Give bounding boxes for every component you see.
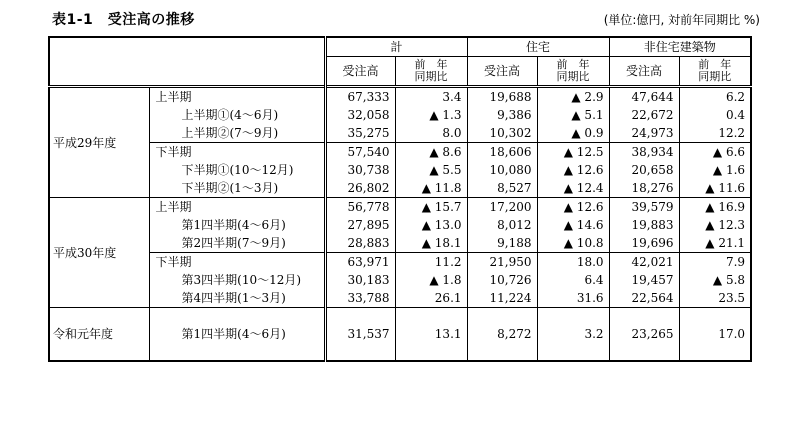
table-title: 表1-1 受注高の推移 [52,12,195,28]
cell-value: 21,950 [467,253,537,272]
cell-value: ▲ 12.3 [679,216,751,234]
header-ratio-line1: 前 年 [414,58,448,71]
unit-note: (単位:億円, 対前年同期比 %) [603,13,760,27]
header-amount: 受注高 [467,57,537,87]
header-ratio [395,57,467,87]
cell-value: ▲ 11.8 [395,179,467,198]
cell-value: 22,672 [609,106,679,124]
period-label: 上半期①(4～6月) [149,106,325,124]
cell-value: ▲ 6.6 [679,143,751,162]
cell-value: 18,606 [467,143,537,162]
cell-value: ▲ 0.9 [537,124,609,143]
year-label: 令和元年度 [49,308,149,362]
header-ratio-line2: 同期比 [698,70,732,83]
cell-value: ▲ 8.6 [395,143,467,162]
cell-value: 28,883 [325,234,395,253]
cell-value: ▲ 1.8 [395,271,467,289]
period-label: 上半期 [149,198,325,217]
header-ratio-line2: 同期比 [556,70,590,83]
cell-value: 8.0 [395,124,467,143]
cell-value: ▲ 11.6 [679,179,751,198]
cell-value: 26.1 [395,289,467,308]
cell-value: 9,386 [467,106,537,124]
cell-value: ▲ 16.9 [679,198,751,217]
header-group-total: 計 [325,37,467,57]
cell-value: 31,537 [325,308,395,362]
cell-value: 9,188 [467,234,537,253]
period-label: 第2四半期(7～9月) [149,234,325,253]
cell-value: 11,224 [467,289,537,308]
header-ratio [537,57,609,87]
cell-value: 6.4 [537,271,609,289]
cell-value: 26,802 [325,179,395,198]
cell-value: ▲ 5.8 [679,271,751,289]
cell-value: 23.5 [679,289,751,308]
header-ratio [679,57,751,87]
cell-value: 8,272 [467,308,537,362]
header-ratio-line2: 同期比 [414,70,448,83]
cell-value: 47,644 [609,87,679,107]
cell-value: 19,457 [609,271,679,289]
cell-value: 33,788 [325,289,395,308]
cell-value: ▲ 1.6 [679,161,751,179]
cell-value: 8,527 [467,179,537,198]
cell-value: ▲ 12.6 [537,161,609,179]
year-label: 平成29年度 [49,87,149,198]
cell-value: 11.2 [395,253,467,272]
cell-value: ▲ 1.3 [395,106,467,124]
cell-value: 17,200 [467,198,537,217]
cell-value: 3.4 [395,87,467,107]
period-label: 下半期 [149,143,325,162]
cell-value: 30,738 [325,161,395,179]
period-label: 下半期 [149,253,325,272]
cell-value: 56,778 [325,198,395,217]
cell-value: 20,658 [609,161,679,179]
cell-value: 32,058 [325,106,395,124]
cell-value: 0.4 [679,106,751,124]
period-label: 下半期①(10～12月) [149,161,325,179]
cell-value: 6.2 [679,87,751,107]
cell-value: 31.6 [537,289,609,308]
period-label: 第1四半期(4～6月) [149,308,325,362]
cell-value: 30,183 [325,271,395,289]
header-blank-year [49,37,149,87]
cell-value: 3.2 [537,308,609,362]
cell-value: ▲ 14.6 [537,216,609,234]
cell-value: 22,564 [609,289,679,308]
period-label: 第1四半期(4～6月) [149,216,325,234]
cell-value: 8,012 [467,216,537,234]
cell-value: 7.9 [679,253,751,272]
cell-value: ▲ 10.8 [537,234,609,253]
header-ratio-line1: 前 年 [698,58,732,71]
cell-value: 63,971 [325,253,395,272]
cell-value: 67,333 [325,87,395,107]
orders-table [48,36,752,362]
cell-value: 42,021 [609,253,679,272]
cell-value: 27,895 [325,216,395,234]
cell-value: 19,883 [609,216,679,234]
year-label: 平成30年度 [49,198,149,308]
cell-value: 38,934 [609,143,679,162]
cell-value: 18.0 [537,253,609,272]
period-label: 上半期 [149,87,325,107]
cell-value: 10,726 [467,271,537,289]
cell-value: 39,579 [609,198,679,217]
cell-value: 19,688 [467,87,537,107]
period-label: 第4四半期(1～3月) [149,289,325,308]
cell-value: 24,973 [609,124,679,143]
cell-value: ▲ 21.1 [679,234,751,253]
header-blank-period [149,37,325,87]
header-group-housing: 住宅 [467,37,609,57]
cell-value: 10,302 [467,124,537,143]
header-ratio-line1: 前 年 [556,58,590,71]
period-label: 下半期②(1～3月) [149,179,325,198]
cell-value: 35,275 [325,124,395,143]
cell-value: 57,540 [325,143,395,162]
header-amount: 受注高 [325,57,395,87]
cell-value: 19,696 [609,234,679,253]
cell-value: ▲ 18.1 [395,234,467,253]
cell-value: ▲ 5.5 [395,161,467,179]
cell-value: 10,080 [467,161,537,179]
period-label: 第3四半期(10～12月) [149,271,325,289]
cell-value: ▲ 5.1 [537,106,609,124]
cell-value: ▲ 12.4 [537,179,609,198]
cell-value: ▲ 2.9 [537,87,609,107]
cell-value: ▲ 12.5 [537,143,609,162]
period-label: 上半期②(7～9月) [149,124,325,143]
cell-value: ▲ 13.0 [395,216,467,234]
cell-value: 17.0 [679,308,751,362]
cell-value: 23,265 [609,308,679,362]
cell-value: 18,276 [609,179,679,198]
header-group-nonresidential: 非住宅建築物 [609,37,751,57]
cell-value: ▲ 12.6 [537,198,609,217]
cell-value: 13.1 [395,308,467,362]
cell-value: ▲ 15.7 [395,198,467,217]
header-amount: 受注高 [609,57,679,87]
cell-value: 12.2 [679,124,751,143]
